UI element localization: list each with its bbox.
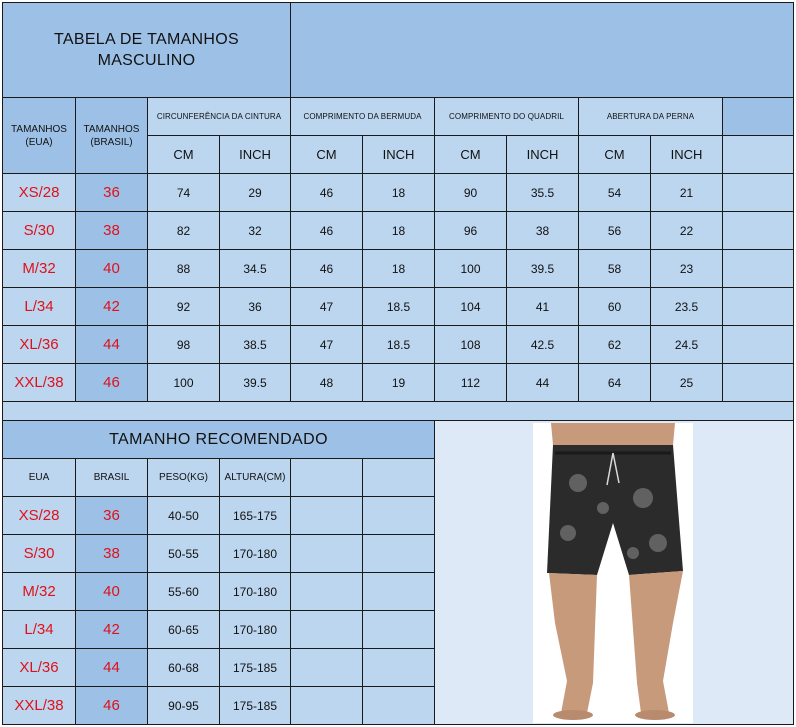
size-brasil-cell: 40 (75, 249, 148, 288)
rec-altura-cell: 165-175 (219, 496, 291, 535)
group-header-bermuda: COMPRIMENTO DA BERMUDA (290, 97, 435, 136)
rec-blank-cell (290, 496, 363, 535)
measure-cell: 88 (147, 249, 220, 288)
row-blank-cell (722, 173, 794, 212)
rec-peso-cell: 50-55 (147, 534, 220, 573)
unit-header-blank (722, 135, 794, 174)
shorts-model-photo-icon (533, 423, 693, 723)
rec-eua-cell: XL/36 (2, 648, 76, 687)
measure-cell: 23.5 (650, 287, 723, 326)
size-brasil-cell: 44 (75, 325, 148, 364)
rec-blank-cell (362, 534, 435, 573)
measure-cell: 112 (434, 363, 507, 402)
measure-cell: 42.5 (506, 325, 579, 364)
unit-header: INCH (219, 135, 291, 174)
measure-cell: 29 (219, 173, 291, 212)
measure-cell: 38 (506, 211, 579, 250)
size-eua-cell: L/34 (2, 287, 76, 326)
measure-cell: 96 (434, 211, 507, 250)
row-blank-cell (722, 287, 794, 326)
rec-blank-cell (362, 496, 435, 535)
measure-cell: 23 (650, 249, 723, 288)
measure-cell: 92 (147, 287, 220, 326)
rec-brasil-cell: 36 (75, 496, 148, 535)
header-tamanhos-brasil (75, 97, 148, 174)
measure-cell: 35.5 (506, 173, 579, 212)
measure-cell: 18.5 (362, 325, 435, 364)
size-eua-cell: XS/28 (2, 173, 76, 212)
separator-band (2, 401, 794, 421)
title-blank-area (290, 2, 794, 98)
rec-peso-cell: 40-50 (147, 496, 220, 535)
measure-cell: 39.5 (506, 249, 579, 288)
header-tamanhos-eua (2, 97, 76, 174)
measure-cell: 18 (362, 249, 435, 288)
unit-header: CM (434, 135, 507, 174)
measure-cell: 19 (362, 363, 435, 402)
measure-cell: 25 (650, 363, 723, 402)
unit-header: INCH (362, 135, 435, 174)
size-eua-cell: XXL/38 (2, 363, 76, 402)
rec-blank-cell (362, 686, 435, 725)
rec-header-blank (362, 458, 435, 497)
measure-cell: 56 (578, 211, 651, 250)
rec-header-peso: PESO(KG) (147, 458, 220, 497)
rec-header-blank (290, 458, 363, 497)
measure-cell: 39.5 (219, 363, 291, 402)
measure-cell: 48 (290, 363, 363, 402)
rec-eua-cell: XS/28 (2, 496, 76, 535)
header-tamanhos-brasil-line2: (BRASIL) (90, 136, 133, 148)
size-brasil-cell: 42 (75, 287, 148, 326)
rec-header-altura: ALTURA(CM) (219, 458, 291, 497)
unit-header: CM (147, 135, 220, 174)
measure-cell: 104 (434, 287, 507, 326)
measure-cell: 38.5 (219, 325, 291, 364)
rec-peso-cell: 55-60 (147, 572, 220, 611)
measure-cell: 64 (578, 363, 651, 402)
measure-cell: 18 (362, 211, 435, 250)
measure-cell: 32 (219, 211, 291, 250)
size-brasil-cell: 46 (75, 363, 148, 402)
rec-altura-cell: 175-185 (219, 648, 291, 687)
rec-blank-cell (362, 610, 435, 649)
rec-eua-cell: XXL/38 (2, 686, 76, 725)
measure-cell: 60 (578, 287, 651, 326)
size-brasil-cell: 36 (75, 173, 148, 212)
rec-eua-cell: M/32 (2, 572, 76, 611)
measure-cell: 100 (434, 249, 507, 288)
rec-header-brasil: BRASIL (75, 458, 148, 497)
rec-header-eua: EUA (2, 458, 76, 497)
measure-cell: 74 (147, 173, 220, 212)
measure-cell: 46 (290, 173, 363, 212)
measure-cell: 22 (650, 211, 723, 250)
rec-brasil-cell: 46 (75, 686, 148, 725)
rec-altura-cell: 170-180 (219, 534, 291, 573)
rec-brasil-cell: 40 (75, 572, 148, 611)
measure-cell: 90 (434, 173, 507, 212)
chart-title (2, 2, 291, 98)
unit-header: INCH (650, 135, 723, 174)
measure-cell: 47 (290, 325, 363, 364)
measure-cell: 100 (147, 363, 220, 402)
measure-cell: 46 (290, 211, 363, 250)
size-eua-cell: S/30 (2, 211, 76, 250)
size-eua-cell: M/32 (2, 249, 76, 288)
measure-cell: 18 (362, 173, 435, 212)
rec-blank-cell (290, 648, 363, 687)
measure-cell: 41 (506, 287, 579, 326)
rec-altura-cell: 175-185 (219, 686, 291, 725)
row-blank-cell (722, 363, 794, 402)
photo-panel (434, 420, 794, 725)
rec-altura-cell: 170-180 (219, 572, 291, 611)
measure-cell: 44 (506, 363, 579, 402)
measure-cell: 21 (650, 173, 723, 212)
rec-blank-cell (362, 648, 435, 687)
header-tamanhos-eua-line1: TAMANHOS (11, 123, 67, 135)
rec-blank-cell (290, 572, 363, 611)
header-tamanhos-brasil-line1: TAMANHOS (83, 123, 140, 135)
rec-brasil-cell: 38 (75, 534, 148, 573)
chart-title-line2: MASCULINO (97, 52, 196, 69)
measure-cell: 62 (578, 325, 651, 364)
rec-brasil-cell: 42 (75, 610, 148, 649)
rec-eua-cell: L/34 (2, 610, 76, 649)
measure-cell: 54 (578, 173, 651, 212)
measure-cell: 18.5 (362, 287, 435, 326)
header-tamanhos-eua-line2: (EUA) (25, 136, 53, 148)
group-header-cintura: CIRCUNFERÊNCIA DA CINTURA (147, 97, 291, 136)
measure-cell: 34.5 (219, 249, 291, 288)
measure-cell: 58 (578, 249, 651, 288)
group-header-blank (722, 97, 794, 136)
row-blank-cell (722, 249, 794, 288)
unit-header: INCH (506, 135, 579, 174)
rec-peso-cell: 60-65 (147, 610, 220, 649)
row-blank-cell (722, 325, 794, 364)
size-eua-cell: XL/36 (2, 325, 76, 364)
rec-blank-cell (290, 610, 363, 649)
rec-eua-cell: S/30 (2, 534, 76, 573)
rec-blank-cell (290, 534, 363, 573)
rec-blank-cell (290, 686, 363, 725)
group-header-quadril: COMPRIMENTO DO QUADRIL (434, 97, 579, 136)
measure-cell: 108 (434, 325, 507, 364)
recommended-title: TAMANHO RECOMENDADO (2, 420, 435, 459)
unit-header: CM (290, 135, 363, 174)
measure-cell: 46 (290, 249, 363, 288)
row-blank-cell (722, 211, 794, 250)
measure-cell: 36 (219, 287, 291, 326)
measure-cell: 24.5 (650, 325, 723, 364)
rec-blank-cell (362, 572, 435, 611)
measure-cell: 82 (147, 211, 220, 250)
measure-cell: 47 (290, 287, 363, 326)
rec-peso-cell: 60-68 (147, 648, 220, 687)
measure-cell: 98 (147, 325, 220, 364)
rec-brasil-cell: 44 (75, 648, 148, 687)
rec-peso-cell: 90-95 (147, 686, 220, 725)
unit-header: CM (578, 135, 651, 174)
size-brasil-cell: 38 (75, 211, 148, 250)
chart-title-line1: TABELA DE TAMANHOS (53, 31, 239, 48)
group-header-perna: ABERTURA DA PERNA (578, 97, 723, 136)
rec-altura-cell: 170-180 (219, 610, 291, 649)
